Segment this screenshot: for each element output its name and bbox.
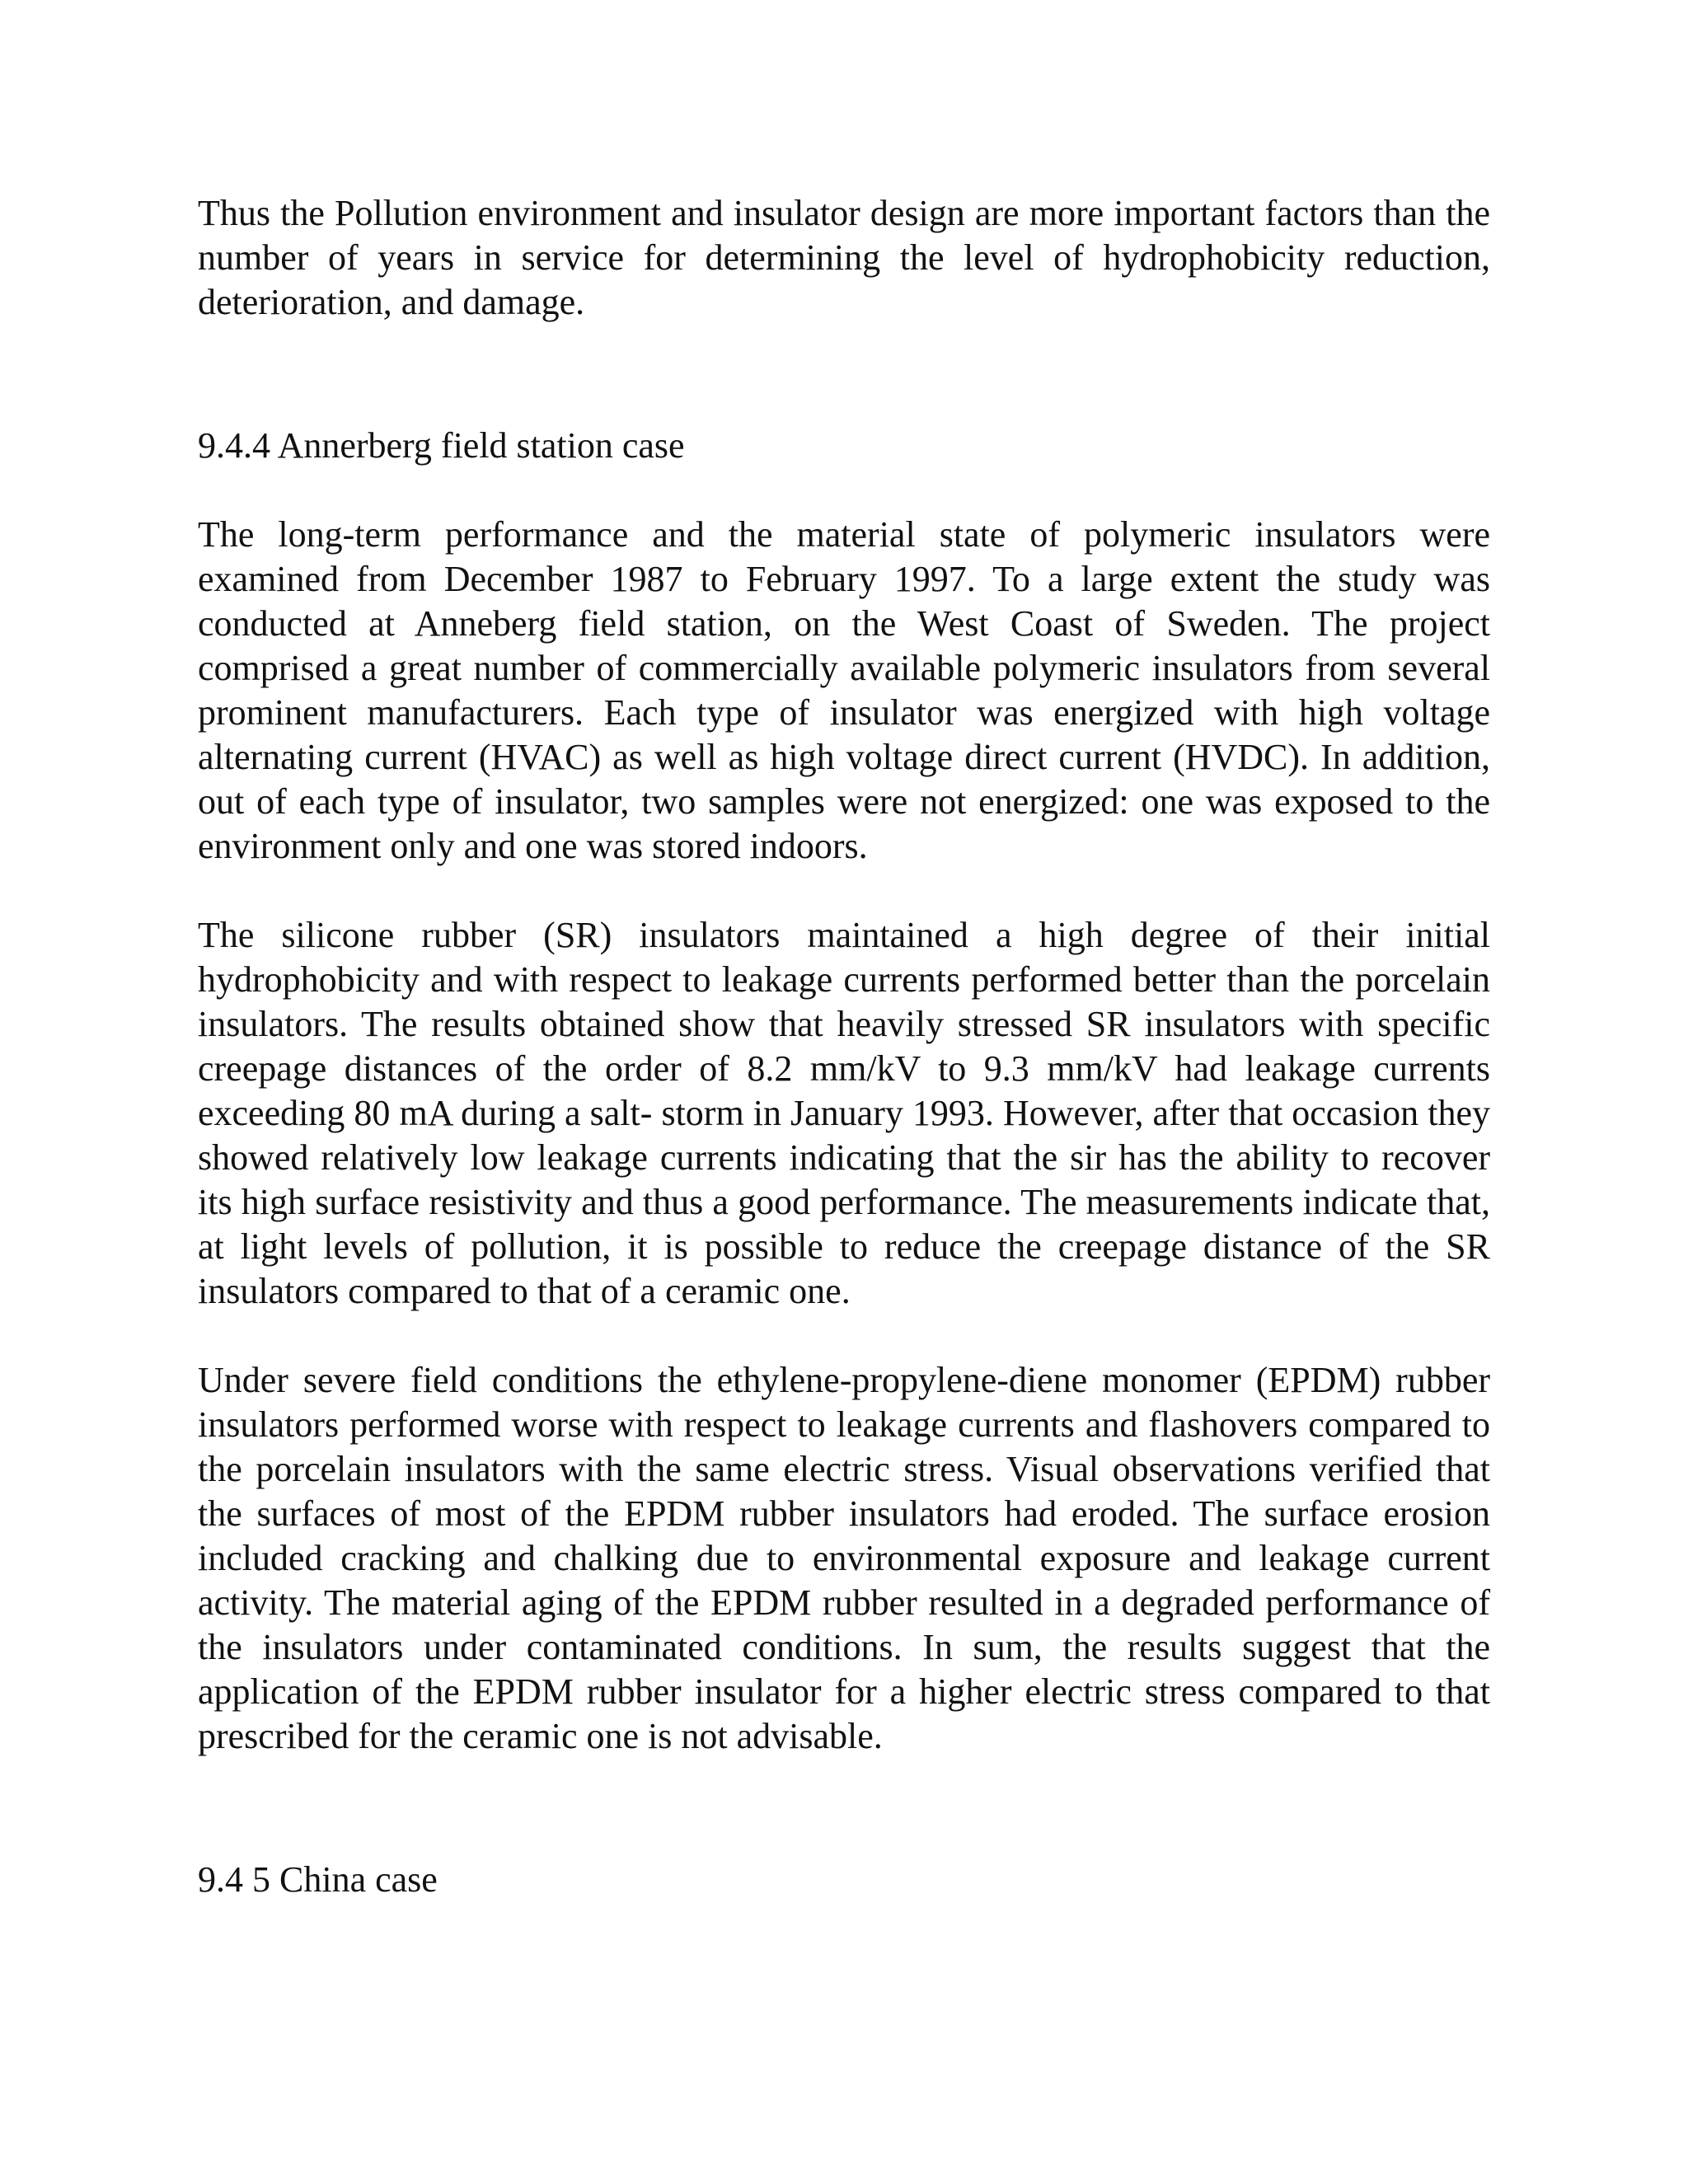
section-heading-china: 9.4 5 China case: [198, 1859, 438, 1900]
annerberg-paragraph-3: Under severe field conditions the ethylene-propylene-diene monomer (EPDM) rubber insulators performed worse with respect to leakage currents and flashovers compared to the porcelain insulators with the same electric stress. Visual observations verified that the surfaces of most of the EPDM rubber insulators had eroded. The surface erosion included cracking and chalking due to environmental exposure and leakage current activity. The material aging of the EPDM rubber resulted in a degraded performance of the insulators under contaminated conditions. In sum, the results suggest that the application of the EPDM rubber insulator for a higher electric stress compared to that prescribed for the ceramic one is not advisable.: [198, 1360, 1490, 1756]
document-body: [198, 191, 1490, 1902]
section-heading-annerberg: 9.4.4 Annerberg field station case: [198, 425, 685, 466]
annerberg-paragraph-2: The silicone rubber (SR) insulators maintained a high degree of their initial hydrophobicity and with respect to leakage currents performed better than the porcelain insulators. The results obtained show that heavily stressed SR insulators with specific creepage distances of the order of 8.2 mm/kV to 9.3 mm/kV had leakage currents exceeding 80 mA during a salt- storm in January 1993. However, after that occasion they showed relatively low leakage currents indicating that the sir has the ability to recover its high surface resistivity and thus a good performance. The measurements indicate that, at light levels of pollution, it is possible to reduce the creepage distance of the SR insulators compared to that of a ceramic one.: [198, 915, 1490, 1311]
intro-paragraph: Thus the Pollution environment and insulator design are more important factors than the number of years in service for determining the level of hydrophobicity reduction, deterioration, and damage.: [198, 193, 1490, 322]
annerberg-paragraph-1: The long-term performance and the material state of polymeric insulators were examined from December 1987 to February 1997. To a large extent the study was conducted at Anneberg field station, on the West Coast of Sweden. The project comprised a great number of commercially available polymeric insulators from several prominent manufacturers. Each type of insulator was energized with high voltage alternating current (HVAC) as well as high voltage direct current (HVDC). In addition, out of each type of insulator, two samples were not energized: one was exposed to the environment only and one was stored indoors.: [198, 514, 1490, 866]
